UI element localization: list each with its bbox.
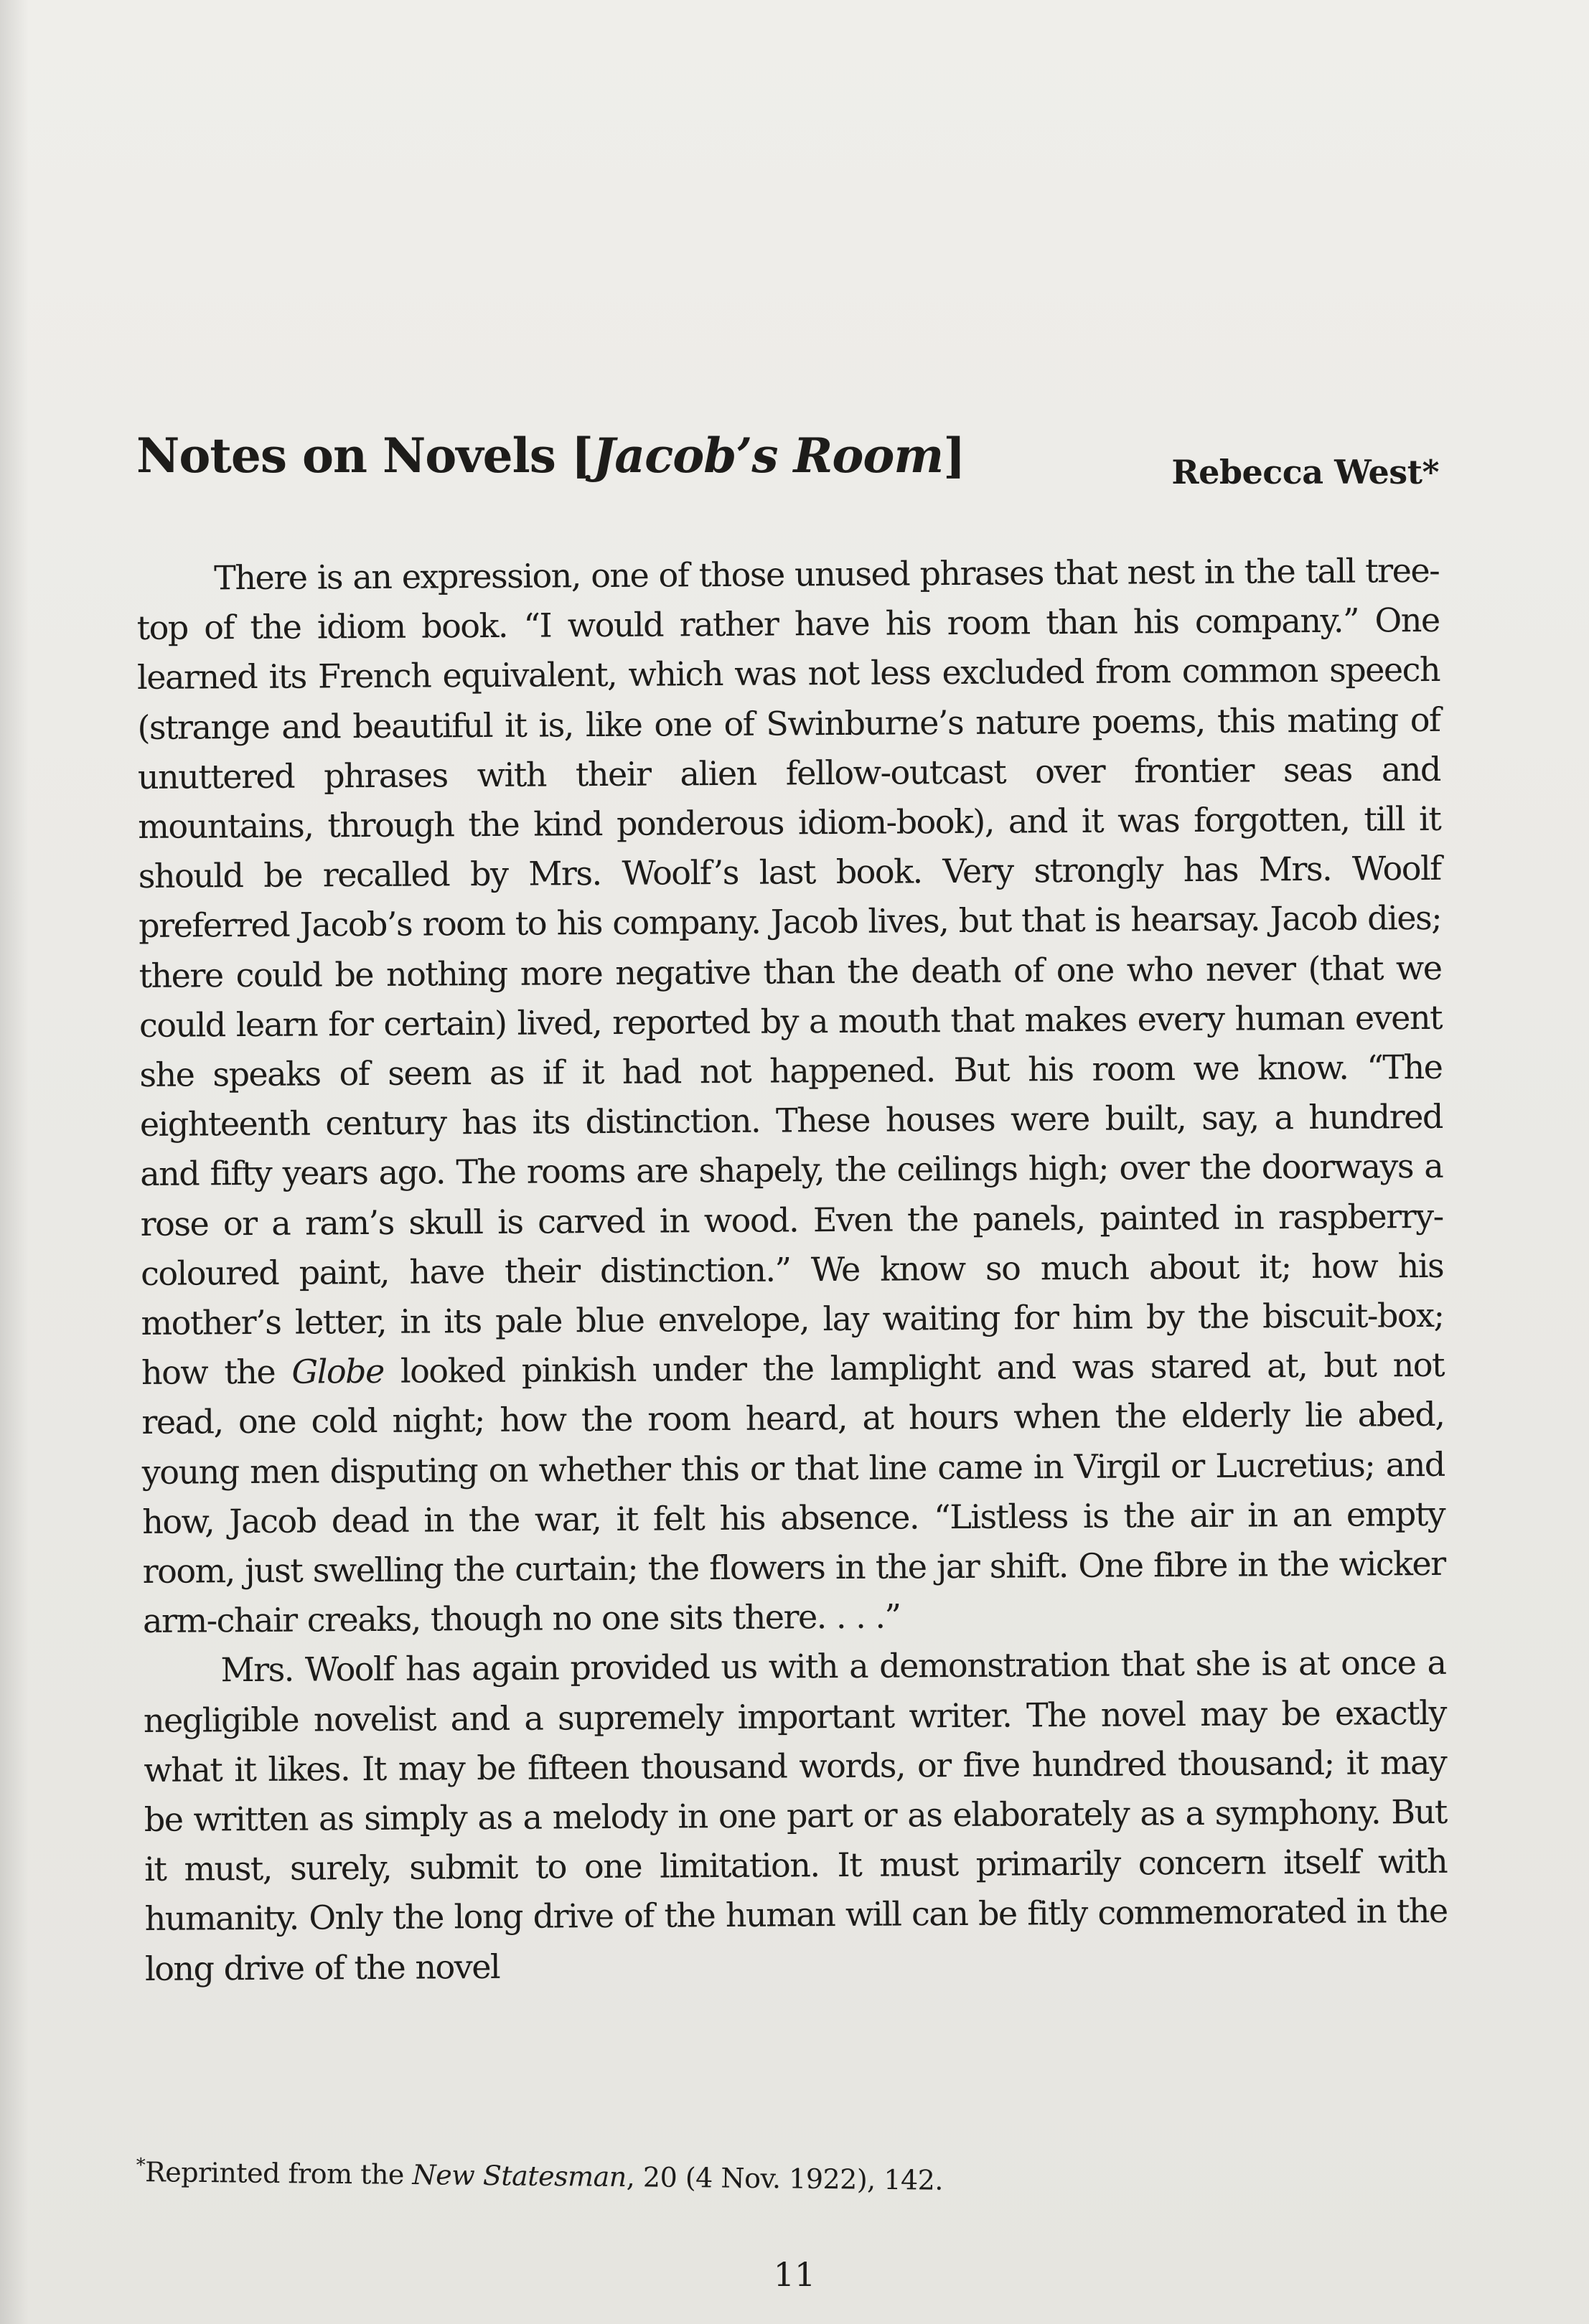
title-italic: Jacob’s Room (593, 428, 944, 484)
title-prefix: Notes on Novels [ (136, 428, 594, 484)
p1-italic-globe: Globe (291, 1352, 384, 1391)
footnote-text-before: Reprinted from the (144, 2156, 405, 2191)
p1-text-a: There is an expression, one of those unused phrases that nest in the tall tree-top of the idiom book. “I would rather have his room than his company.” One learned its French equivalent, which was not less excluded from common speech (strange and beautiful it is, like one of Swinburne’s nature poems, this mating of unuttered phrases with their alien fellow-outcast over frontier seas and mountains, through the kind ponderous idiom-book), and it was forgotten, till it should be recalled by Mrs. Woolf’s last book. Very strongly has Mrs. Woolf preferred Jacob’s room to his company. Jacob lives, but that is hearsay. Jacob dies; there could be nothing more negative than the death of one who never (that we could learn for certain) lived, reported by a mouth that makes every human event she speaks of seem as if it had not happened. But his room we know. “The eighteenth century has its distinction. These houses were built, say, a hundred and fifty years ago. The rooms are shapely, the ceilings high; over the doorways a rose or a ram’s skull is carved in wood. Even the panels, painted in raspberry-coloured paint, have their distinction.” We know so much about it; how his mother’s letter, in its pale blue envelope, lay waiting for him by the biscuit-box; how the (136, 550, 1444, 1393)
article-title (136, 423, 965, 488)
author-name: Rebecca West* (1171, 453, 1439, 491)
footnote-marker: * (136, 2154, 146, 2177)
paragraph-1 (136, 546, 1445, 1647)
footnote-text-after: , 20 (4 Nov. 1922), 142. (626, 2161, 944, 2196)
footnote-italic: New Statesman (412, 2159, 627, 2193)
page-number: 11 (773, 2255, 816, 2294)
footnote (136, 2145, 1439, 2206)
article-header (136, 423, 1439, 502)
paragraph-2: Mrs. Woolf has again provided us with a demonstration that she is at once a negligible novelist and a supremely important writer. The novel may be exactly what it likes. It may be fifteen thousand words, or five hundred thousand; it may be written as simply as a melody in one part or as elaborately as a symphony. But it must, surely, submit to one limitation. It must primarily concern itself with humanity. Only the long drive of the human will can be fitly commemorated in the long drive of the novel (143, 1643, 1448, 1988)
gutter-shadow (0, 0, 29, 2324)
title-suffix: ] (943, 428, 965, 484)
p1-text-b: looked pinkish under the lamplight and was stared at, but not read, one cold night; how the room heard, at hours when the elderly lie abed, young men disputing on whether this or that line came in Virgil or Lucretius; and how, Jacob dead in the war, it felt his absence. “Listless is the air in an empty room, just swelling the curtain; the flowers in the jar shift. One fibre in the wicker arm-chair creaks, though no one sits there. . . .” (141, 1345, 1445, 1641)
article-body (136, 546, 1448, 1994)
